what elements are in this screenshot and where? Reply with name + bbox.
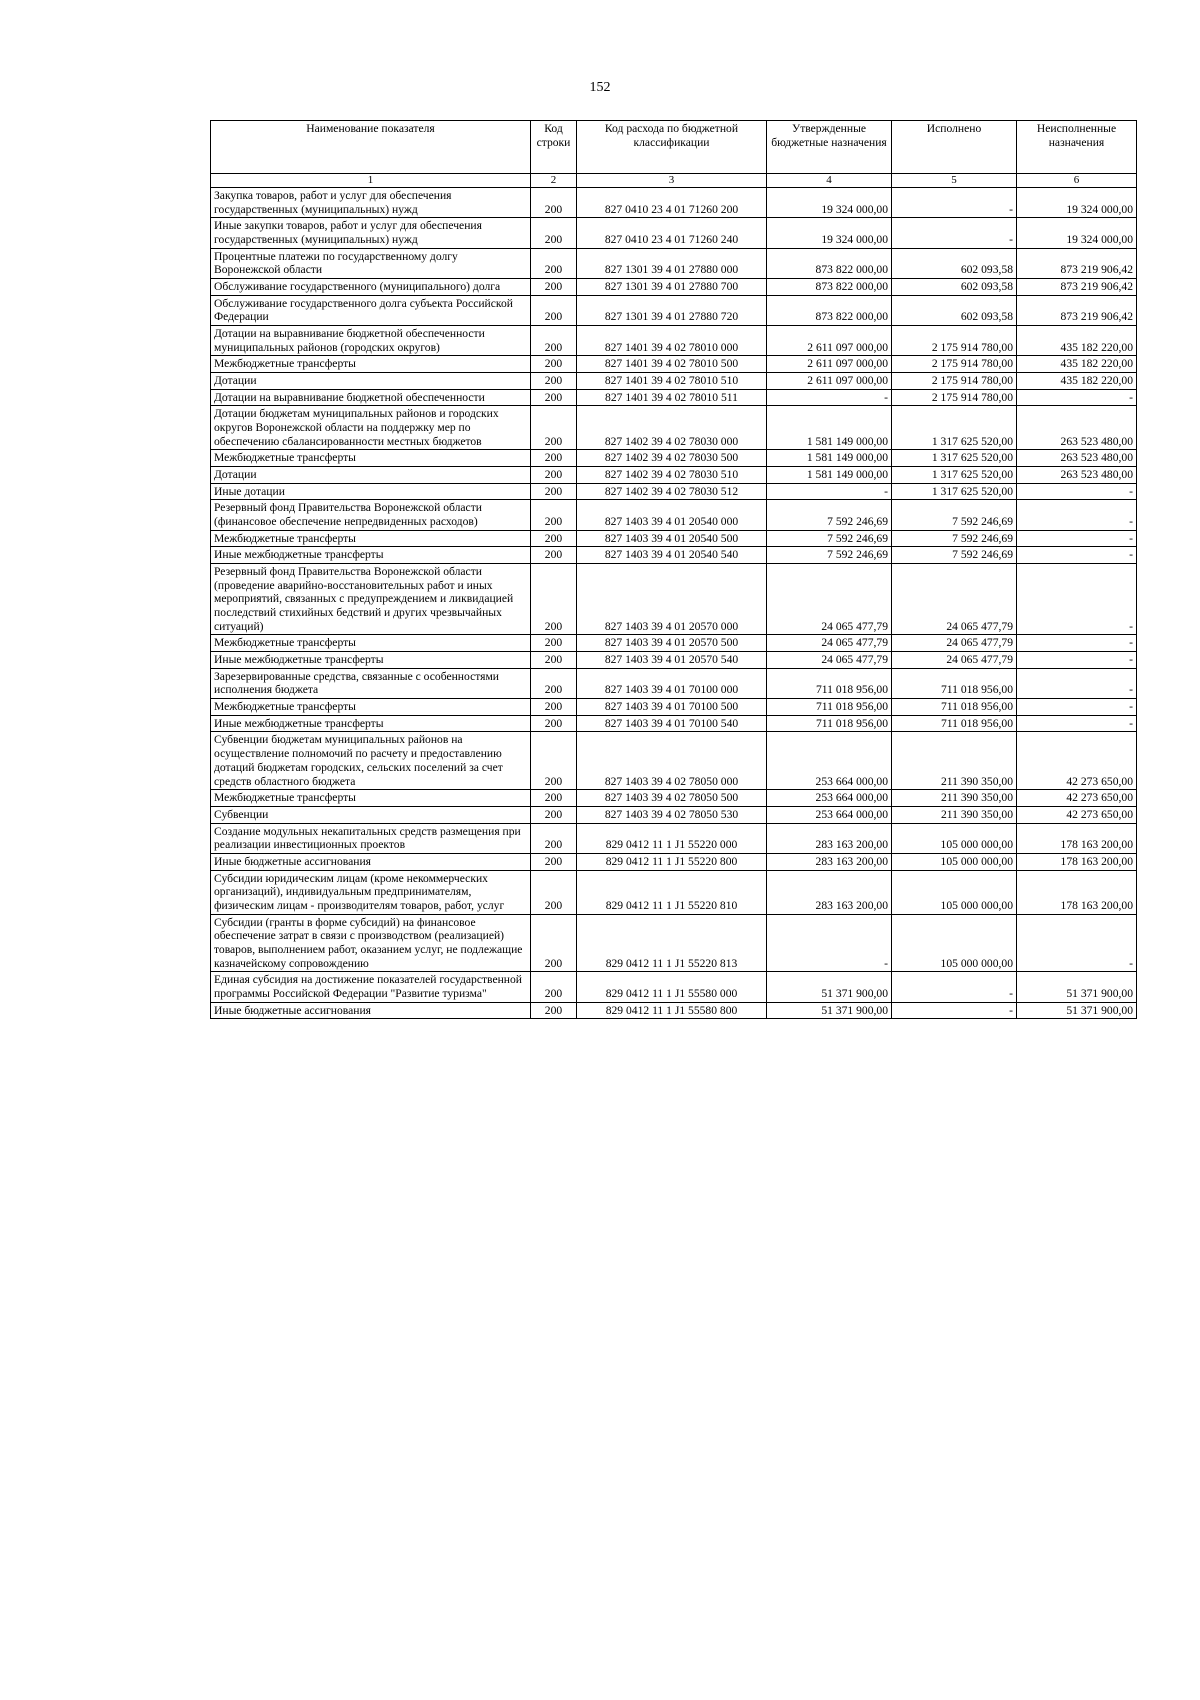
row-line-code: 200 xyxy=(531,1002,577,1019)
row-budget-code: 827 1403 39 4 02 78050 530 xyxy=(577,806,767,823)
row-name: Обслуживание государственного (муниципального) долга xyxy=(211,279,531,296)
row-budget-code: 827 1403 39 4 01 70100 000 xyxy=(577,668,767,698)
table-row xyxy=(211,668,1137,698)
page-number: 152 xyxy=(589,80,611,95)
row-budget-code: 829 0412 11 1 J1 55220 813 xyxy=(577,914,767,972)
row-line-code: 200 xyxy=(531,248,577,278)
column-number: 1 xyxy=(211,174,531,188)
row-line-code: 200 xyxy=(531,914,577,972)
row-approved: 51 371 900,00 xyxy=(767,972,892,1002)
column-number: 6 xyxy=(1017,174,1137,188)
row-line-code: 200 xyxy=(531,823,577,853)
row-unexecuted: - xyxy=(1017,564,1137,635)
header-approved: Утвержденные бюджетные назначения xyxy=(767,121,892,174)
table-row xyxy=(211,1002,1137,1019)
row-line-code: 200 xyxy=(531,389,577,406)
row-unexecuted: - xyxy=(1017,530,1137,547)
row-unexecuted: - xyxy=(1017,547,1137,564)
row-executed: 105 000 000,00 xyxy=(892,870,1017,914)
row-executed: 2 175 914 780,00 xyxy=(892,356,1017,373)
row-budget-code: 829 0412 11 1 J1 55220 800 xyxy=(577,853,767,870)
row-approved: 2 611 097 000,00 xyxy=(767,356,892,373)
row-unexecuted: 42 273 650,00 xyxy=(1017,732,1137,790)
row-executed: - xyxy=(892,972,1017,1002)
row-line-code: 200 xyxy=(531,790,577,807)
table-row xyxy=(211,652,1137,669)
row-unexecuted: 263 523 480,00 xyxy=(1017,450,1137,467)
row-executed: - xyxy=(892,187,1017,217)
row-line-code: 200 xyxy=(531,806,577,823)
row-name: Межбюджетные трансферты xyxy=(211,699,531,716)
table-row xyxy=(211,483,1137,500)
row-budget-code: 829 0412 11 1 J1 55220 000 xyxy=(577,823,767,853)
table-row xyxy=(211,732,1137,790)
row-budget-code: 827 1403 39 4 01 70100 540 xyxy=(577,715,767,732)
row-budget-code: 827 1402 39 4 02 78030 500 xyxy=(577,450,767,467)
row-unexecuted: - xyxy=(1017,635,1137,652)
row-unexecuted: 435 182 220,00 xyxy=(1017,326,1137,356)
table-row xyxy=(211,450,1137,467)
row-executed: 24 065 477,79 xyxy=(892,564,1017,635)
row-name: Дотации xyxy=(211,373,531,390)
row-name: Субвенции xyxy=(211,806,531,823)
row-name: Межбюджетные трансферты xyxy=(211,450,531,467)
row-approved: 7 592 246,69 xyxy=(767,530,892,547)
row-unexecuted: 435 182 220,00 xyxy=(1017,356,1137,373)
table-row xyxy=(211,870,1137,914)
table-row xyxy=(211,635,1137,652)
row-budget-code: 827 1403 39 4 02 78050 000 xyxy=(577,732,767,790)
row-executed: 602 093,58 xyxy=(892,279,1017,296)
row-budget-code: 827 1301 39 4 01 27880 720 xyxy=(577,295,767,325)
header-line-code: Код строки xyxy=(531,121,577,174)
row-approved: 19 324 000,00 xyxy=(767,218,892,248)
row-approved: 253 664 000,00 xyxy=(767,790,892,807)
table-row xyxy=(211,187,1137,217)
row-name: Иные межбюджетные трансферты xyxy=(211,652,531,669)
row-line-code: 200 xyxy=(531,500,577,530)
row-unexecuted: 435 182 220,00 xyxy=(1017,373,1137,390)
row-executed: 2 175 914 780,00 xyxy=(892,373,1017,390)
table-row xyxy=(211,715,1137,732)
column-number: 4 xyxy=(767,174,892,188)
row-executed: 2 175 914 780,00 xyxy=(892,326,1017,356)
row-budget-code: 827 1301 39 4 01 27880 000 xyxy=(577,248,767,278)
row-line-code: 200 xyxy=(531,450,577,467)
row-budget-code: 827 0410 23 4 01 71260 200 xyxy=(577,187,767,217)
row-approved: 873 822 000,00 xyxy=(767,279,892,296)
row-line-code: 200 xyxy=(531,668,577,698)
row-approved: 253 664 000,00 xyxy=(767,732,892,790)
row-name: Иные межбюджетные трансферты xyxy=(211,547,531,564)
row-name: Межбюджетные трансферты xyxy=(211,530,531,547)
row-name: Создание модульных некапитальных средств размещения при реализации инвестиционных проектов xyxy=(211,823,531,853)
row-approved: 19 324 000,00 xyxy=(767,187,892,217)
row-unexecuted: 178 163 200,00 xyxy=(1017,823,1137,853)
row-approved: 2 611 097 000,00 xyxy=(767,326,892,356)
row-approved: 873 822 000,00 xyxy=(767,248,892,278)
row-name: Закупка товаров, работ и услуг для обеспечения государственных (муниципальных) нужд xyxy=(211,187,531,217)
row-budget-code: 827 1403 39 4 01 20540 540 xyxy=(577,547,767,564)
row-name: Иные дотации xyxy=(211,483,531,500)
row-budget-code: 829 0412 11 1 J1 55580 800 xyxy=(577,1002,767,1019)
row-unexecuted: 263 523 480,00 xyxy=(1017,467,1137,484)
row-line-code: 200 xyxy=(531,356,577,373)
budget-execution-table xyxy=(210,120,1137,1019)
row-name: Резервный фонд Правительства Воронежской области (проведение аварийно-восстановительных работ и иных мероприятий, связанных с предупреждением и ликвидацией последствий стихийных бедствий и других чрезвычайных ситуаций) xyxy=(211,564,531,635)
row-line-code: 200 xyxy=(531,530,577,547)
row-line-code: 200 xyxy=(531,699,577,716)
row-approved: 1 581 149 000,00 xyxy=(767,450,892,467)
row-line-code: 200 xyxy=(531,326,577,356)
row-budget-code: 827 1402 39 4 02 78030 512 xyxy=(577,483,767,500)
row-approved: 24 065 477,79 xyxy=(767,635,892,652)
row-unexecuted: 19 324 000,00 xyxy=(1017,187,1137,217)
row-unexecuted: 178 163 200,00 xyxy=(1017,870,1137,914)
table-row xyxy=(211,279,1137,296)
row-line-code: 200 xyxy=(531,972,577,1002)
row-executed: 7 592 246,69 xyxy=(892,547,1017,564)
row-approved: 873 822 000,00 xyxy=(767,295,892,325)
row-executed: 211 390 350,00 xyxy=(892,806,1017,823)
row-name: Иные межбюджетные трансферты xyxy=(211,715,531,732)
row-unexecuted: 873 219 906,42 xyxy=(1017,248,1137,278)
row-line-code: 200 xyxy=(531,732,577,790)
row-name: Межбюджетные трансферты xyxy=(211,790,531,807)
row-unexecuted: - xyxy=(1017,699,1137,716)
row-executed: - xyxy=(892,1002,1017,1019)
row-executed: 7 592 246,69 xyxy=(892,530,1017,547)
row-executed: 711 018 956,00 xyxy=(892,715,1017,732)
row-unexecuted: 42 273 650,00 xyxy=(1017,790,1137,807)
column-number: 2 xyxy=(531,174,577,188)
row-name: Межбюджетные трансферты xyxy=(211,356,531,373)
row-unexecuted: - xyxy=(1017,389,1137,406)
column-numbers-row xyxy=(211,174,1137,188)
row-executed: 1 317 625 520,00 xyxy=(892,450,1017,467)
column-number: 5 xyxy=(892,174,1017,188)
row-name: Дотации xyxy=(211,467,531,484)
table-row xyxy=(211,564,1137,635)
header-budget-code: Код расхода по бюджетной классификации xyxy=(577,121,767,174)
column-number: 3 xyxy=(577,174,767,188)
row-unexecuted: 51 371 900,00 xyxy=(1017,972,1137,1002)
row-approved: 283 163 200,00 xyxy=(767,823,892,853)
row-line-code: 200 xyxy=(531,295,577,325)
row-unexecuted: 19 324 000,00 xyxy=(1017,218,1137,248)
row-name: Иные бюджетные ассигнования xyxy=(211,1002,531,1019)
row-name: Субвенции бюджетам муниципальных районов на осуществление полномочий по расчету и предоставлению дотаций бюджетам городских, сельских поселений за счет средств областного бюджета xyxy=(211,732,531,790)
row-budget-code: 827 1403 39 4 01 20540 500 xyxy=(577,530,767,547)
row-line-code: 200 xyxy=(531,652,577,669)
row-executed: 1 317 625 520,00 xyxy=(892,406,1017,450)
row-line-code: 200 xyxy=(531,547,577,564)
row-line-code: 200 xyxy=(531,187,577,217)
table-body xyxy=(211,187,1137,1018)
row-approved: 7 592 246,69 xyxy=(767,500,892,530)
table-row xyxy=(211,806,1137,823)
row-executed: 7 592 246,69 xyxy=(892,500,1017,530)
row-executed: 105 000 000,00 xyxy=(892,823,1017,853)
row-executed: 2 175 914 780,00 xyxy=(892,389,1017,406)
table-row xyxy=(211,972,1137,1002)
row-name: Дотации бюджетам муниципальных районов и городских округов Воронежской области на поддержку мер по обеспечению сбалансированности местных бюджетов xyxy=(211,406,531,450)
row-name: Субсидии юридическим лицам (кроме некоммерческих организаций), индивидуальным предпринимателям, физическим лицам - производителям товаров, работ, услуг xyxy=(211,870,531,914)
row-name: Обслуживание государственного долга субъекта Российской Федерации xyxy=(211,295,531,325)
row-name: Процентные платежи по государственному долгу Воронежской области xyxy=(211,248,531,278)
table-row xyxy=(211,547,1137,564)
row-budget-code: 827 1403 39 4 01 20570 540 xyxy=(577,652,767,669)
row-name: Межбюджетные трансферты xyxy=(211,635,531,652)
row-approved: 7 592 246,69 xyxy=(767,547,892,564)
row-approved: 51 371 900,00 xyxy=(767,1002,892,1019)
row-name: Зарезервированные средства, связанные с особенностями исполнения бюджета xyxy=(211,668,531,698)
row-executed: 602 093,58 xyxy=(892,295,1017,325)
row-unexecuted: 263 523 480,00 xyxy=(1017,406,1137,450)
row-unexecuted: - xyxy=(1017,500,1137,530)
row-unexecuted: 178 163 200,00 xyxy=(1017,853,1137,870)
table-row xyxy=(211,853,1137,870)
row-budget-code: 827 1403 39 4 01 20570 500 xyxy=(577,635,767,652)
row-executed: 1 317 625 520,00 xyxy=(892,467,1017,484)
row-executed: 211 390 350,00 xyxy=(892,790,1017,807)
row-name: Иные закупки товаров, работ и услуг для обеспечения государственных (муниципальных) нужд xyxy=(211,218,531,248)
table-row xyxy=(211,530,1137,547)
row-budget-code: 827 1403 39 4 01 70100 500 xyxy=(577,699,767,716)
table-row xyxy=(211,699,1137,716)
row-executed: - xyxy=(892,218,1017,248)
row-budget-code: 827 1403 39 4 01 20570 000 xyxy=(577,564,767,635)
table-row xyxy=(211,218,1137,248)
row-budget-code: 829 0412 11 1 J1 55220 810 xyxy=(577,870,767,914)
row-budget-code: 827 1402 39 4 02 78030 510 xyxy=(577,467,767,484)
row-name: Дотации на выравнивание бюджетной обеспеченности xyxy=(211,389,531,406)
row-line-code: 200 xyxy=(531,467,577,484)
row-executed: 24 065 477,79 xyxy=(892,652,1017,669)
row-unexecuted: - xyxy=(1017,914,1137,972)
row-unexecuted: 42 273 650,00 xyxy=(1017,806,1137,823)
table-row xyxy=(211,406,1137,450)
row-line-code: 200 xyxy=(531,406,577,450)
row-unexecuted: - xyxy=(1017,715,1137,732)
row-budget-code: 827 1402 39 4 02 78030 000 xyxy=(577,406,767,450)
row-executed: 1 317 625 520,00 xyxy=(892,483,1017,500)
row-approved: 1 581 149 000,00 xyxy=(767,467,892,484)
row-approved: 1 581 149 000,00 xyxy=(767,406,892,450)
row-executed: 105 000 000,00 xyxy=(892,853,1017,870)
row-approved: 711 018 956,00 xyxy=(767,715,892,732)
row-name: Резервный фонд Правительства Воронежской области (финансовое обеспечение непредвиденных расходов) xyxy=(211,500,531,530)
row-name: Дотации на выравнивание бюджетной обеспеченности муниципальных районов (городских округов) xyxy=(211,326,531,356)
row-approved: - xyxy=(767,914,892,972)
header-executed: Исполнено xyxy=(892,121,1017,174)
row-unexecuted: 51 371 900,00 xyxy=(1017,1002,1137,1019)
row-line-code: 200 xyxy=(531,635,577,652)
row-approved: - xyxy=(767,389,892,406)
table-row xyxy=(211,248,1137,278)
row-executed: 211 390 350,00 xyxy=(892,732,1017,790)
row-budget-code: 827 0410 23 4 01 71260 240 xyxy=(577,218,767,248)
row-line-code: 200 xyxy=(531,564,577,635)
row-approved: 2 611 097 000,00 xyxy=(767,373,892,390)
row-unexecuted: - xyxy=(1017,483,1137,500)
table-row xyxy=(211,326,1137,356)
row-approved: 24 065 477,79 xyxy=(767,652,892,669)
table-row xyxy=(211,389,1137,406)
row-budget-code: 827 1403 39 4 01 20540 000 xyxy=(577,500,767,530)
row-unexecuted: 873 219 906,42 xyxy=(1017,295,1137,325)
row-line-code: 200 xyxy=(531,279,577,296)
row-line-code: 200 xyxy=(531,715,577,732)
row-approved: 24 065 477,79 xyxy=(767,564,892,635)
row-budget-code: 829 0412 11 1 J1 55580 000 xyxy=(577,972,767,1002)
table-row xyxy=(211,914,1137,972)
row-line-code: 200 xyxy=(531,373,577,390)
row-unexecuted: 873 219 906,42 xyxy=(1017,279,1137,296)
row-executed: 24 065 477,79 xyxy=(892,635,1017,652)
table-row xyxy=(211,373,1137,390)
row-executed: 105 000 000,00 xyxy=(892,914,1017,972)
row-budget-code: 827 1401 39 4 02 78010 511 xyxy=(577,389,767,406)
row-line-code: 200 xyxy=(531,218,577,248)
header-row xyxy=(211,121,1137,174)
table-row xyxy=(211,823,1137,853)
row-budget-code: 827 1401 39 4 02 78010 500 xyxy=(577,356,767,373)
row-budget-code: 827 1403 39 4 02 78050 500 xyxy=(577,790,767,807)
row-approved: 283 163 200,00 xyxy=(767,853,892,870)
row-executed: 602 093,58 xyxy=(892,248,1017,278)
table-row xyxy=(211,500,1137,530)
row-executed: 711 018 956,00 xyxy=(892,699,1017,716)
header-unexecuted: Неисполненные назначения xyxy=(1017,121,1137,174)
row-line-code: 200 xyxy=(531,853,577,870)
table-row xyxy=(211,295,1137,325)
table-header xyxy=(211,121,1137,188)
row-budget-code: 827 1401 39 4 02 78010 000 xyxy=(577,326,767,356)
row-approved: 711 018 956,00 xyxy=(767,699,892,716)
row-budget-code: 827 1301 39 4 01 27880 700 xyxy=(577,279,767,296)
row-approved: 711 018 956,00 xyxy=(767,668,892,698)
row-approved: - xyxy=(767,483,892,500)
header-indicator-name: Наименование показателя xyxy=(211,121,531,174)
row-executed: 711 018 956,00 xyxy=(892,668,1017,698)
row-unexecuted: - xyxy=(1017,652,1137,669)
table-row xyxy=(211,356,1137,373)
row-line-code: 200 xyxy=(531,483,577,500)
row-approved: 253 664 000,00 xyxy=(767,806,892,823)
row-name: Субсидии (гранты в форме субсидий) на финансовое обеспечение затрат в связи с производством (реализацией) товаров, выполнением работ, оказанием услуг, не подлежащие казначейскому сопровождению xyxy=(211,914,531,972)
row-line-code: 200 xyxy=(531,870,577,914)
table-row xyxy=(211,467,1137,484)
row-budget-code: 827 1401 39 4 02 78010 510 xyxy=(577,373,767,390)
row-unexecuted: - xyxy=(1017,668,1137,698)
row-approved: 283 163 200,00 xyxy=(767,870,892,914)
row-name: Иные бюджетные ассигнования xyxy=(211,853,531,870)
row-name: Единая субсидия на достижение показателей государственной программы Российской Федерации "Развитие туризма" xyxy=(211,972,531,1002)
table-row xyxy=(211,790,1137,807)
